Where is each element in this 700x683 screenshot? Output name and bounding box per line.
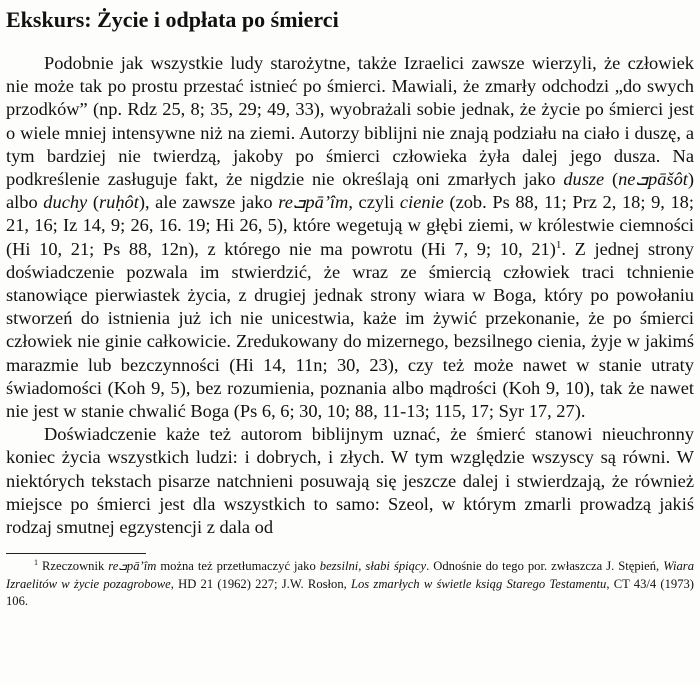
text-run: , CT 43/4 (1973) 106. — [6, 576, 694, 609]
footnote-1 — [6, 558, 694, 611]
section-heading: Ekskurs: Życie i odpłata po śmierci — [6, 7, 339, 32]
footnote-reference[interactable]: 1 — [555, 238, 562, 251]
italic-term: neܒpāšôt — [618, 169, 688, 190]
text-run: ), ale zawsze jako — [138, 192, 279, 213]
text-run: Rzeczownik — [38, 559, 109, 574]
text-run: ) albo — [6, 169, 694, 213]
italic-term: cienie — [399, 192, 444, 213]
italic-title: Los zmarłych w świetle ksiąg Starego Testamentu — [351, 576, 607, 591]
italic-term: ruḥôt — [98, 192, 139, 213]
italic-term: bezsilni, słabi śpiący — [319, 559, 427, 574]
paragraph-1 — [6, 52, 694, 423]
text-run: ( — [604, 169, 619, 190]
text-run: . Odnośnie do tego por. zwłaszcza J. Stępień, — [426, 559, 664, 574]
italic-term: dusze — [563, 169, 605, 190]
text-run: można też przetłumaczyć jako — [156, 559, 320, 574]
footnote-number: 1 — [34, 558, 38, 568]
text-run: (zob. Ps 88, 11; Prz 2, 18; 9, 18; 21, 16; Iz 14, 9; 26, 16. 19; Hi 26, 5), które wegetują w głębi ziemi, w królestwie ciemności (Hi 10, 21; Ps 88, 12n), z którego nie ma powrotu (Hi 7, 9; 10, 21) — [6, 192, 694, 259]
footnote-divider — [6, 553, 146, 554]
text-run: Podobnie jak wszystkie ludy starożytne, także Izraelici zawsze wierzyli, że człowiek nie może tak po prostu przestać istnieć po śmierci. Mawiali, że zmarły odchodzi „do swych przodków” (np. Rdz 25, 8; 35, 29; 49, 33), wyobrażali sobie jednak, że życie po śmierci jest o wiele mniej intensywne niż na ziemi. Autorzy biblijni nie znają podziału na ciało i duszę, a tym bardziej nie twierdzą, jakoby po śmierci człowieka żyła dalej jego dusza. Na podkreślenie zasługuje fakt, że nigdzie nie określają oni zmarłych jako — [6, 53, 694, 190]
italic-term: reܒpā’îm — [108, 559, 157, 574]
paragraph-2: Doświadczenie każe też autorom biblijnym uznać, że śmierć stanowi nieuchronny koniec życia wszystkich ludzi: i dobrych, i złych. W tym względzie wszyscy są równi. W niektórych tekstach pisarze natchnieni posuwają się jeszcze dalej i stwierdzają, że również miejsce po śmierci jest dla wszystkich to samo: Szeol, w którym zmarli prowadzą jakiś rodzaj smutnej egzystencji z dala od — [6, 424, 694, 538]
text-run: . Z jednej strony doświadczenie pozwala im stwierdzić, że wraz ze śmiercią człowiek traci tchnienie stanowiące pierwiastek życia, z drugiej jednak strony wiara w Boga, który po powołaniu stworzeń do istnienia już ich nie unicestwia, każe im żywić przekonanie, że po śmierci człowiek nie ginie całkowicie. Zredukowany do mizernego, bezsilnego cienia, żyje w jakimś marazmie lub bezczynności (Hi 14, 11n; 30, 23), czy też może nawet w stanie utraty świadomości (Koh 9, 5), bez rozumienia, poznania albo mądrości (Koh 9, 10), tak że nawet nie jest w stanie chwalić Boga (Ps 6, 6; 30, 10; 88, 11-13; 115, 17; Syr 17, 27). — [6, 238, 694, 422]
text-run: ( — [87, 192, 99, 213]
text-run: , HD 21 (1962) 227; J.W. Rosłon, — [170, 576, 351, 591]
italic-term: reܒpā’îm — [278, 192, 349, 213]
text-run: , czyli — [348, 192, 400, 213]
italic-title: Wiara Izraelitów w życie pozagrobowe — [6, 559, 695, 591]
italic-term: duchy — [43, 192, 88, 213]
